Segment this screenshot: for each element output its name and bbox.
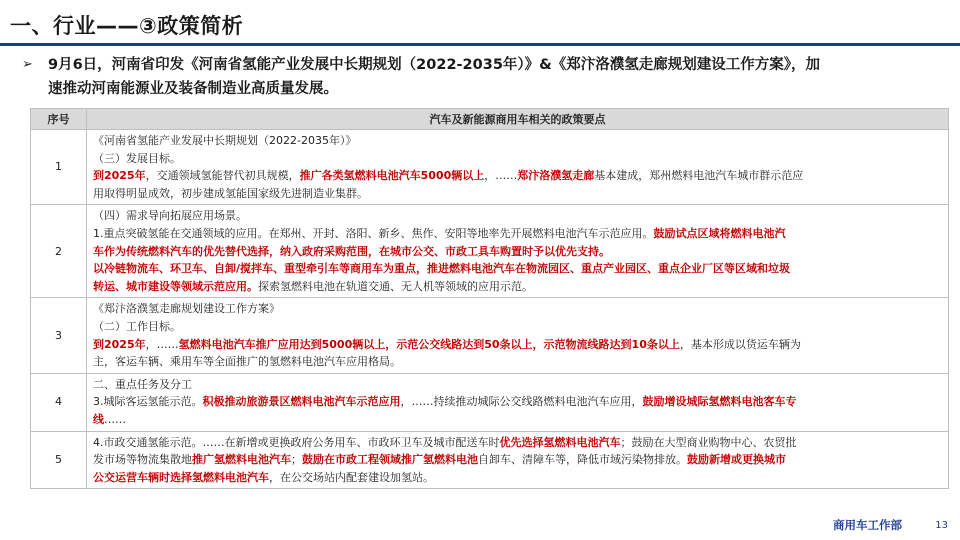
footer-department: 商用车工作部 [833,518,902,532]
highlighted-text: 线 [93,412,104,426]
header-policy-points: 汽车及新能源商用车相关的政策要点 [87,109,949,130]
body-text: 用取得明显成效，初步建成氢能国家级先进制造业集群。 [93,186,368,200]
body-text: 二、重点任务及分工 [93,377,192,391]
policy-text-line [93,278,942,296]
table-header-row [31,109,949,130]
intro-paragraph [48,53,943,101]
highlighted-text: 优先选择氢燃料电池汽车 [499,435,621,449]
policy-table [30,108,949,489]
body-text: 探索氢燃料电池在轨道交通、无人机等领域的应用示范。 [258,279,533,293]
table-row [31,205,949,298]
policy-content-cell [87,298,949,373]
policy-text-line [93,469,942,487]
body-text: 《郑汴洛濮氢走廊规划建设工作方案》 [93,302,280,316]
body-text: ，…… [145,337,179,351]
policy-text-line [93,132,942,150]
highlighted-text: 鼓励增设城际氢燃料电池客车专 [642,395,797,409]
policy-content-cell [87,205,949,298]
body-text: ； [291,453,302,467]
table-row [31,298,949,373]
policy-content-cell [87,431,949,489]
highlighted-text: 氢燃料电池汽车推广应用达到5000辆以上，示范公交线路达到50条以上，示范物流线路达到10条以上 [178,337,680,351]
highlighted-text: 鼓励在市政工程领域推广氢燃料电池 [302,453,478,467]
policy-text-line [93,451,942,469]
policy-text-line [93,376,942,394]
body-text: 1.重点突破氢能在交通领域的应用。在郑州、开封、洛阳、新乡、焦作、安阳等地率先开展燃料电池汽车示范应用。 [93,226,654,240]
policy-text-line [93,434,942,452]
body-text: 基本建成，郑州燃料电池汽车城市群示范应 [594,169,804,183]
policy-text-line [93,318,942,336]
policy-text-line [93,411,942,429]
body-text: 发市场等物流集散地 [93,453,192,467]
policy-content-cell [87,373,949,431]
page-number: 13 [935,520,948,531]
policy-text-line [93,207,942,225]
row-number: 4 [31,373,87,431]
policy-text-line [93,243,942,261]
policy-text-line [93,300,942,318]
title-divider [0,43,960,46]
body-text: 4.市政交通氢能示范。……在新增或更换政府公务用车、市政环卫车及城市配送车时 [93,435,500,449]
row-number: 1 [31,130,87,205]
highlighted-text: 公交运营车辆时选择氢燃料电池汽车 [93,470,269,484]
body-text: 自卸车、清障车等，降低市域污染物排放。 [478,453,687,467]
table-row [31,130,949,205]
policy-text-line [93,336,942,354]
highlighted-text: 积极推动旅游景区燃料电池汽车示范应用 [202,395,401,409]
body-text: 主，客运车辆、乘用车等全面推广的氢燃料电池汽车应用格局。 [93,355,401,369]
body-text: 《河南省氢能产业发展中长期规划（2022-2035年）》 [93,134,357,147]
highlighted-text: 郑汴洛濮氢走廊 [517,169,595,183]
body-text: （四）需求导向拓展应用场景。 [93,209,247,223]
highlighted-text: 推广各类氢燃料电池汽车5000辆以上 [299,169,485,183]
body-text: ，在公交场站内配套建设加氢站。 [269,470,434,484]
table-row [31,373,949,431]
highlighted-text: 到2025年 [93,169,146,183]
policy-text-line [93,225,942,243]
row-number: 5 [31,431,87,489]
policy-text-line [93,260,942,278]
body-text: ，…… [484,169,518,183]
page-title: 一、行业——③政策简析 [10,14,244,38]
policy-text-line [93,353,942,371]
intro-line: 速推动河南能源业及装备制造业高质量发展。 [48,81,338,97]
policy-content-cell [87,130,949,205]
body-text: （二）工作目标。 [93,319,181,333]
body-text: ，……持续推动城际公交线路燃料电池汽车应用， [400,395,643,409]
highlighted-text: 转运、城市建设等领域示范应用。 [93,279,258,293]
highlighted-text: 车作为传统燃料汽车的优先替代选择，纳入政府采购范围，在城市公交、市政工具车购置时予以优先支持。 [93,244,610,258]
table-body [31,130,949,489]
body-text: 3.城际客运氢能示范。 [93,395,203,409]
body-text: ，基本形成以货运车辆为 [679,337,801,351]
policy-text-line [93,167,942,185]
policy-text-line [93,393,942,411]
body-text: ；鼓励在大型商业购物中心、农贸批 [620,435,797,449]
policy-text-line [93,150,942,168]
row-number: 2 [31,205,87,298]
intro-line: 9月6日，河南省印发《河南省氢能产业发展中长期规划（2022-2035年）》&《郑汴洛濮氢走廊规划建设工作方案》，加 [48,57,821,73]
bullet-arrow-icon: ➢ [22,57,33,72]
body-text: （三）发展目标。 [93,151,181,165]
table-row [31,431,949,489]
highlighted-text: 到2025年 [93,337,146,351]
body-text: ，交通领域氢能替代初具规模， [145,169,300,183]
highlighted-text: 鼓励新增或更换城市 [687,453,786,467]
highlighted-text: 鼓励试点区域将燃料电池汽 [653,226,786,240]
body-text: …… [104,412,126,426]
policy-text-line [93,185,942,203]
row-number: 3 [31,298,87,373]
header-serial-number: 序号 [31,109,87,130]
highlighted-text: 推广氢燃料电池汽车 [192,453,291,467]
highlighted-text: 以冷链物流车、环卫车、自卸/搅拌车、重型牵引车等商用车为重点，推进燃料电池汽车在物流园区、重点产业园区、重点企业厂区等区域和垃圾 [93,262,791,276]
